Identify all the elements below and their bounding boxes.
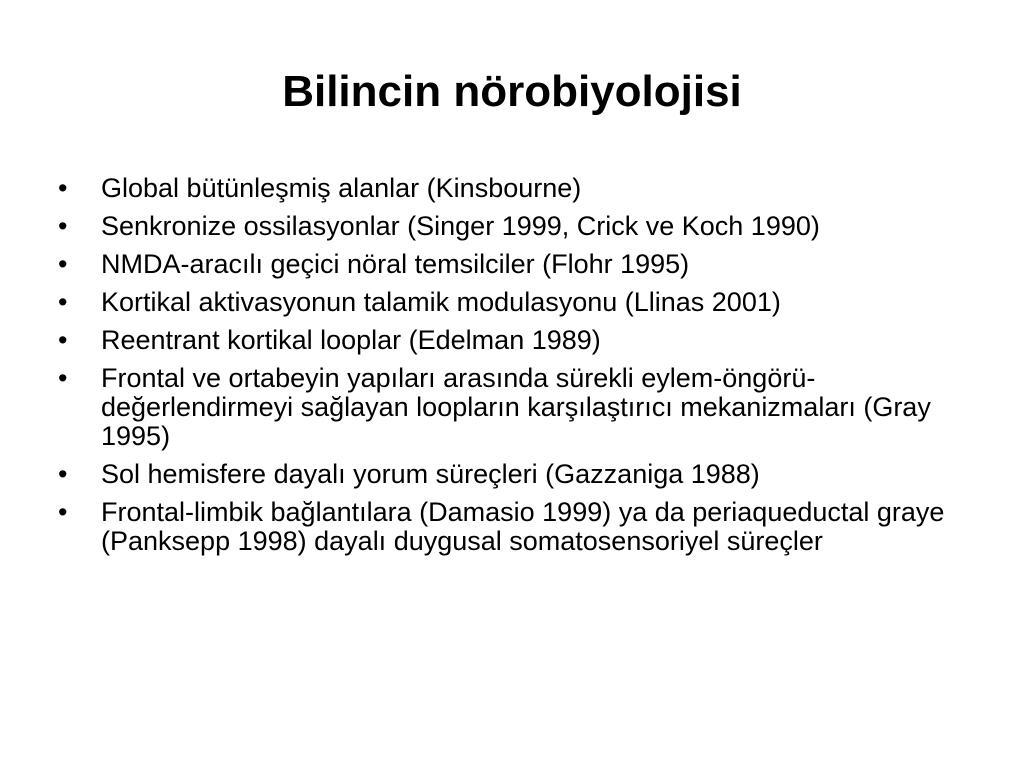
- slide-title: Bilincin nörobiyolojisi: [282, 67, 742, 116]
- list-item-text: Global bütünleşmiş alanlar (Kinsbourne): [101, 173, 582, 203]
- bullet-icon: •: [58, 211, 68, 241]
- list-item-text: Frontal ve ortabeyin yapıları arasında sürekli eylem-öngörü- değerlendirmeyi sağlayan loopların karşılaştırıcı mekanizmaları (Gray 1995): [101, 363, 931, 451]
- list-item: [58, 460, 958, 489]
- list-item-text: NMDA-aracılı geçici nöral temsilciler (Flohr 1995): [101, 249, 690, 279]
- list-item-text: Kortikal aktivasyonun talamik modulasyonu (Llinas 2001): [101, 287, 781, 317]
- list-item-text: Senkronize ossilasyonlar (Singer 1999, Crick ve Koch 1990): [101, 211, 820, 241]
- bullet-icon: •: [58, 459, 68, 489]
- bullet-icon: •: [58, 363, 68, 393]
- list-item: [58, 364, 958, 451]
- bullet-icon: •: [58, 173, 68, 203]
- list-item: [58, 174, 958, 203]
- list-item: [58, 288, 958, 317]
- bullet-icon: •: [58, 497, 68, 527]
- list-item: [58, 250, 958, 279]
- bullet-icon: •: [58, 249, 68, 279]
- bullet-list: [58, 174, 958, 565]
- list-item: [58, 326, 958, 355]
- list-item-text: Sol hemisfere dayalı yorum süreçleri (Gazzaniga 1988): [101, 459, 760, 489]
- bullet-icon: •: [58, 287, 68, 317]
- list-item-text: Reentrant kortikal looplar (Edelman 1989): [101, 325, 601, 355]
- list-item: [58, 212, 958, 241]
- bullet-icon: •: [58, 325, 68, 355]
- list-item: [58, 498, 958, 556]
- list-item-text: Frontal-limbik bağlantılara (Damasio 1999) ya da periaqueductal graye (Panksepp 1998) dayalı duygusal somatosensoriyel süreçler: [101, 497, 945, 556]
